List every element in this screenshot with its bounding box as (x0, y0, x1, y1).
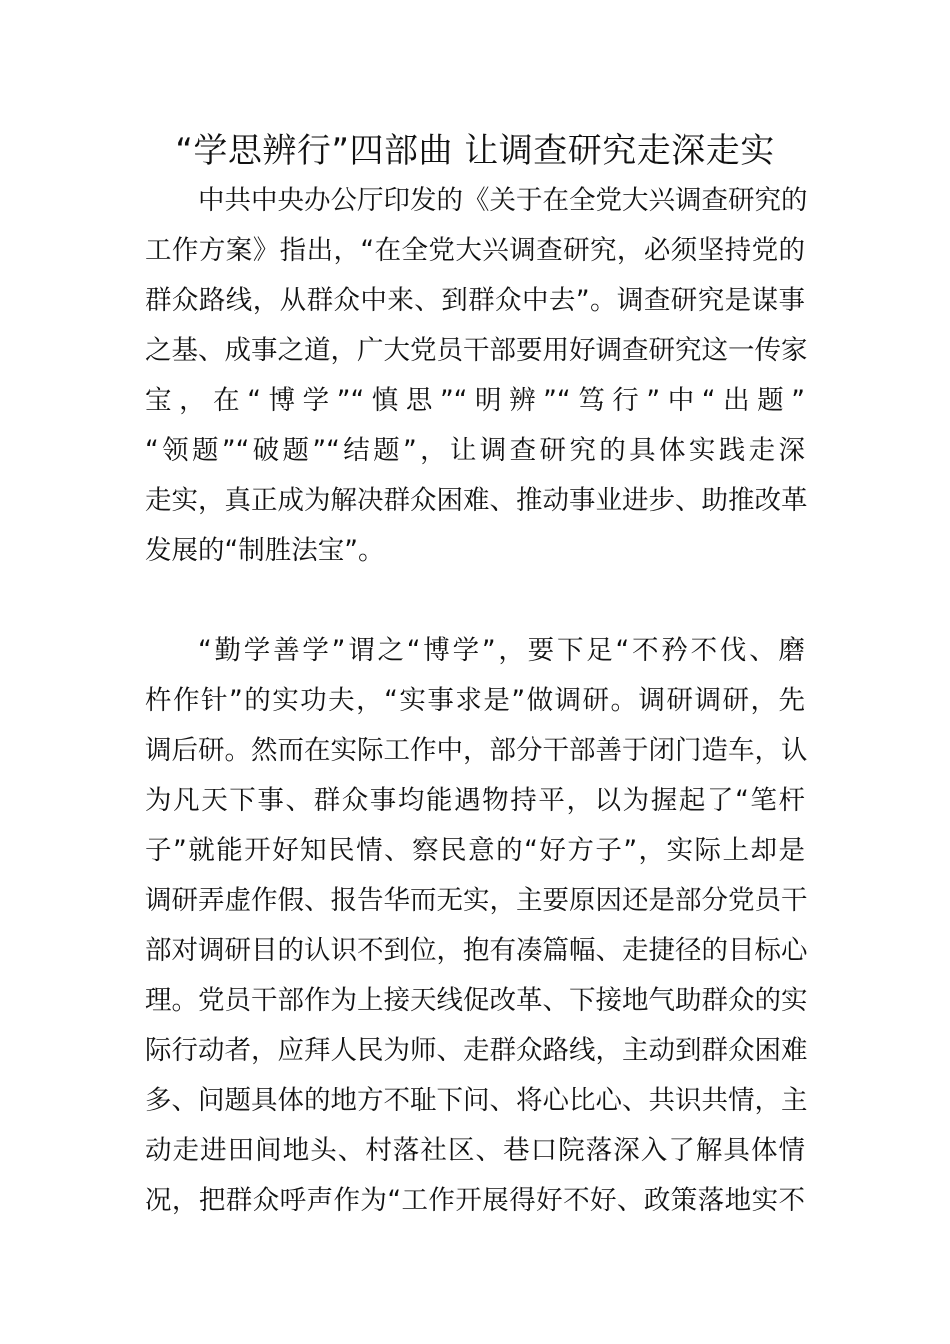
paragraph-line: 为凡天下事、群众事均能遇物持平，以为握起了“笔杆 (145, 785, 805, 816)
paragraph-line: 部对调研目的认识不到位，抱有凑篇幅、走捷径的目标心 (145, 935, 808, 966)
paragraph-line: 宝，在“博学”“慎思”“明辨”“笃行”中“出题” (145, 385, 805, 416)
paragraph-line: “勤学善学”谓之“博学”，要下足“不矜不伐、磨 (198, 635, 805, 666)
paragraph-line: 际行动者，应拜人民为师、走群众路线，主动到群众困难 (145, 1035, 808, 1066)
paragraph-line: 杵作针”的实功夫，“实事求是”做调研。调研调研，先 (145, 685, 805, 716)
paragraph-line: “领题”“破题”“结题”，让调查研究的具体实践走深 (145, 435, 805, 466)
paragraph-line: 工作方案》指出，“在全党大兴调查研究，必须坚持党的 (145, 235, 805, 266)
paragraph-line: 调研弄虚作假、报告华而无实，主要原因还是部分党员干 (145, 885, 808, 916)
paragraph-line: 子”就能开好知民情、察民意的“好方子”，实际上却是 (145, 835, 805, 866)
document-title: “学思辨行”四部曲 让调查研究走深走实 (175, 131, 775, 171)
paragraph-line: 发展的“制胜法宝”。 (145, 535, 385, 566)
paragraph-line: 群众路线，从群众中来、到群众中去”。调查研究是谋事 (145, 285, 805, 316)
paragraph-line: 多、问题具体的地方不耻下问、将心比心、共识共情，主 (145, 1085, 808, 1116)
paragraph-line: 走实，真正成为解决群众困难、推动事业进步、助推改革 (145, 485, 808, 516)
paragraph-line: 中共中央办公厅印发的《关于在全党大兴调查研究的 (198, 185, 808, 216)
paragraph-line: 调后研。然而在实际工作中，部分干部善于闭门造车，认 (145, 735, 808, 766)
paragraph-line: 理。党员干部作为上接天线促改革、下接地气助群众的实 (145, 985, 808, 1016)
paragraph-line: 动走进田间地头、村落社区、巷口院落深入了解具体情 (145, 1135, 805, 1166)
paragraph-line: 况，把群众呼声作为“工作开展得好不好、政策落地实不 (145, 1185, 805, 1216)
paragraph-line: 之基、成事之道，广大党员干部要用好调查研究这一传家 (145, 335, 808, 366)
